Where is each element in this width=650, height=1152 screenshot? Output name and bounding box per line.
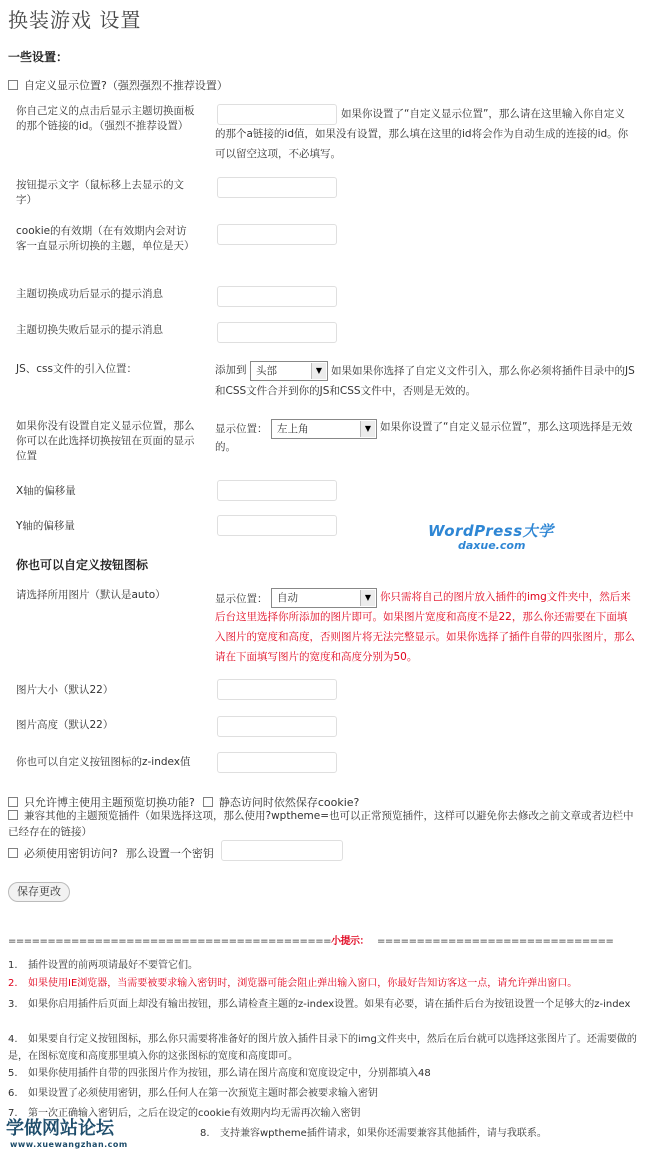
watermark-line1: WordPress大学 (428, 522, 554, 540)
tip-number: 2. (8, 978, 18, 989)
tooltip-label: 按钮提示文字（鼠标移上去显示的文字） (16, 179, 184, 206)
chevron-down-icon: ▼ (311, 363, 326, 379)
z-index-input[interactable] (217, 752, 337, 773)
img-size-label: 图片大小（默认22） (16, 684, 114, 696)
img-height-input[interactable] (217, 716, 337, 737)
admin-only-label: 只允许博主使用主题预览切换功能? (24, 796, 195, 809)
tip-item (8, 957, 638, 974)
position-prefix: 显示位置： (215, 423, 268, 435)
save-cookie-checkbox[interactable] (203, 797, 213, 807)
tips-header (8, 932, 613, 947)
custom-position-checkbox[interactable] (8, 80, 18, 90)
tip-number: 5. (8, 1068, 18, 1079)
wordpress-daxue-watermark (428, 520, 554, 552)
jscss-prefix: 添加到 (215, 364, 247, 376)
compat-row (8, 808, 638, 840)
tip-item (8, 1031, 638, 1065)
tooltip-input[interactable] (217, 177, 337, 198)
tip-item (8, 996, 638, 1013)
position-selected: 左上角 (277, 423, 309, 435)
jscss-label: JS、css文件的引入位置： (16, 363, 137, 375)
image-help: 你只需将自己的图片放入插件的img文件夹中，然后来后台这里选择你所添加的图片即可。如果图片宽度和高度不是22，那么你还需要在下面填入图片的宽度和高度，否则图片将无法完整显示。如果你选择了插件自带的四张图片，那么请在下面填写图片的宽度和高度分别为50。 (215, 591, 635, 663)
image-prefix: 显示位置： (215, 593, 268, 605)
tip-number: 1. (8, 960, 18, 971)
link-id-label: 你自己定义的点击后显示主题切换面板的那个链接的id。（强烈不推荐设置） (16, 105, 195, 132)
save-button[interactable]: 保存更改 (8, 882, 70, 902)
tips-right-rule: ============================== (377, 936, 614, 947)
tip-text: 支持兼容wptheme插件请求，如果你还需要兼容其他插件，请与我联系。 (220, 1128, 547, 1139)
password-row (8, 845, 214, 861)
compat-checkbox[interactable] (8, 810, 18, 820)
tip-text: 第一次正确输入密钥后，之后在设定的cookie有效期内均无需再次输入密钥 (28, 1108, 361, 1119)
site-url: www.xuewangzhan.com (10, 1140, 128, 1149)
chevron-down-icon: ▼ (360, 590, 375, 606)
watermark-line2: daxue.com (458, 539, 526, 552)
compat-label: 兼容其他的主题预览插件（如果选择这项，那么使用?wptheme=也可以正常预览插件，这样可以避免你去修改之前文章或者边栏中已经存在的链接） (8, 810, 634, 838)
tip-item (200, 1125, 640, 1142)
custom-position-row (8, 77, 228, 93)
tip-text: 如果使用IE浏览器，当需要被要求输入密钥时，浏览器可能会阻止弹出输入窗口，你最好告知访客这一点，请允许弹出窗口。 (28, 978, 578, 989)
img-height-label: 图片高度（默认22） (16, 719, 114, 731)
fail-msg-input[interactable] (217, 322, 337, 343)
password-input[interactable] (221, 840, 343, 861)
jscss-help: 如果如果你选择了自定义文件引入，那么你必须将插件目录中的JS和CSS文件合并到你的JS和CSS文件中，否则是无效的。 (215, 365, 635, 397)
page-title: 换装游戏 设置 (8, 8, 142, 32)
image-label: 请选择所用图片（默认是auto） (16, 589, 166, 601)
tip-text: 如果你使用插件自带的四张图片作为按钮，那么请在图片高度和宽度设定中，分别都填入48 (28, 1068, 431, 1079)
password-prompt: 那么设置一个密钥 (125, 847, 214, 860)
success-msg-label: 主题切换成功后显示的提示消息 (16, 288, 163, 300)
chevron-down-icon: ▼ (360, 421, 375, 437)
z-index-label: 你也可以自定义按钮图标的z-index值 (16, 756, 191, 768)
tip-item (8, 1085, 638, 1102)
custom-position-label: 自定义显示位置?（强烈强烈不推荐设置） (24, 79, 228, 92)
x-offset-label: X轴的偏移量 (16, 485, 76, 497)
tip-number: 8. (200, 1128, 210, 1139)
cookie-label: cookie的有效期（在有效期内会对访客一直显示所切换的主题，单位是天） (16, 225, 195, 252)
cookie-input[interactable] (217, 224, 337, 245)
tip-text: 如果你启用插件后页面上却没有输出按钮，那么请检查主题的z-index设置。如果有必要，请在插件后台为按钮设置一个足够大的z-index (28, 999, 631, 1010)
tip-number: 6. (8, 1088, 18, 1099)
jscss-selected: 头部 (256, 365, 277, 377)
tip-number: 3. (8, 999, 18, 1010)
tip-text: 如果设置了必须使用密钥，那么任何人在第一次预览主题时都会被要求输入密钥 (28, 1088, 378, 1099)
tip-item (8, 1065, 638, 1082)
y-offset-label: Y轴的偏移量 (16, 520, 75, 532)
position-label: 如果你没有设置自定义显示位置，那么你可以在此选择切换按钮在页面的显示位置 (16, 420, 195, 462)
position-help: 如果你设置了“自定义显示位置”，那么这项选择是无效的。 (215, 421, 633, 453)
tip-text: 如果要自行定义按钮图标，那么你只需要将准备好的图片放入插件目录下的img文件夹中，然后在后台就可以选择这张图片了。还需要做的是，在图标宽度和高度那里填入你的这张图标的宽度和高度即可。 (8, 1034, 637, 1062)
image-selected: 自动 (277, 592, 298, 604)
password-label: 必须使用密钥访问? (24, 847, 118, 860)
tips-title: 小提示： (331, 936, 370, 947)
tip-item (8, 975, 638, 992)
section-heading-custom-icon: 你也可以自定义按钮图标 (16, 558, 149, 572)
password-checkbox[interactable] (8, 848, 18, 858)
tip-number: 4. (8, 1034, 18, 1045)
link-id-help: 如果你设置了“自定义显示位置”，那么请在这里输入你自定义的那个a链接的id值，如果没有设置，那么填在这里的id将会作为自动生成的连接的id。你可以留空这项，不必填写。 (215, 108, 629, 160)
tip-text: 插件设置的前两项请最好不要管它们。 (28, 960, 198, 971)
tip-number: 7. (8, 1108, 18, 1119)
site-logo: 学做网站论坛 (6, 1118, 114, 1139)
section-heading-some-settings: 一些设置： (8, 50, 69, 64)
fail-msg-label: 主题切换失败后显示的提示消息 (16, 324, 163, 336)
success-msg-input[interactable] (217, 286, 337, 307)
save-cookie-label: 静态访问时依然保存cookie? (218, 796, 360, 809)
tips-left-rule: ========================================= (8, 936, 332, 947)
img-size-input[interactable] (217, 679, 337, 700)
y-offset-input[interactable] (217, 515, 337, 536)
x-offset-input[interactable] (217, 480, 337, 501)
admin-only-checkbox[interactable] (8, 797, 18, 807)
